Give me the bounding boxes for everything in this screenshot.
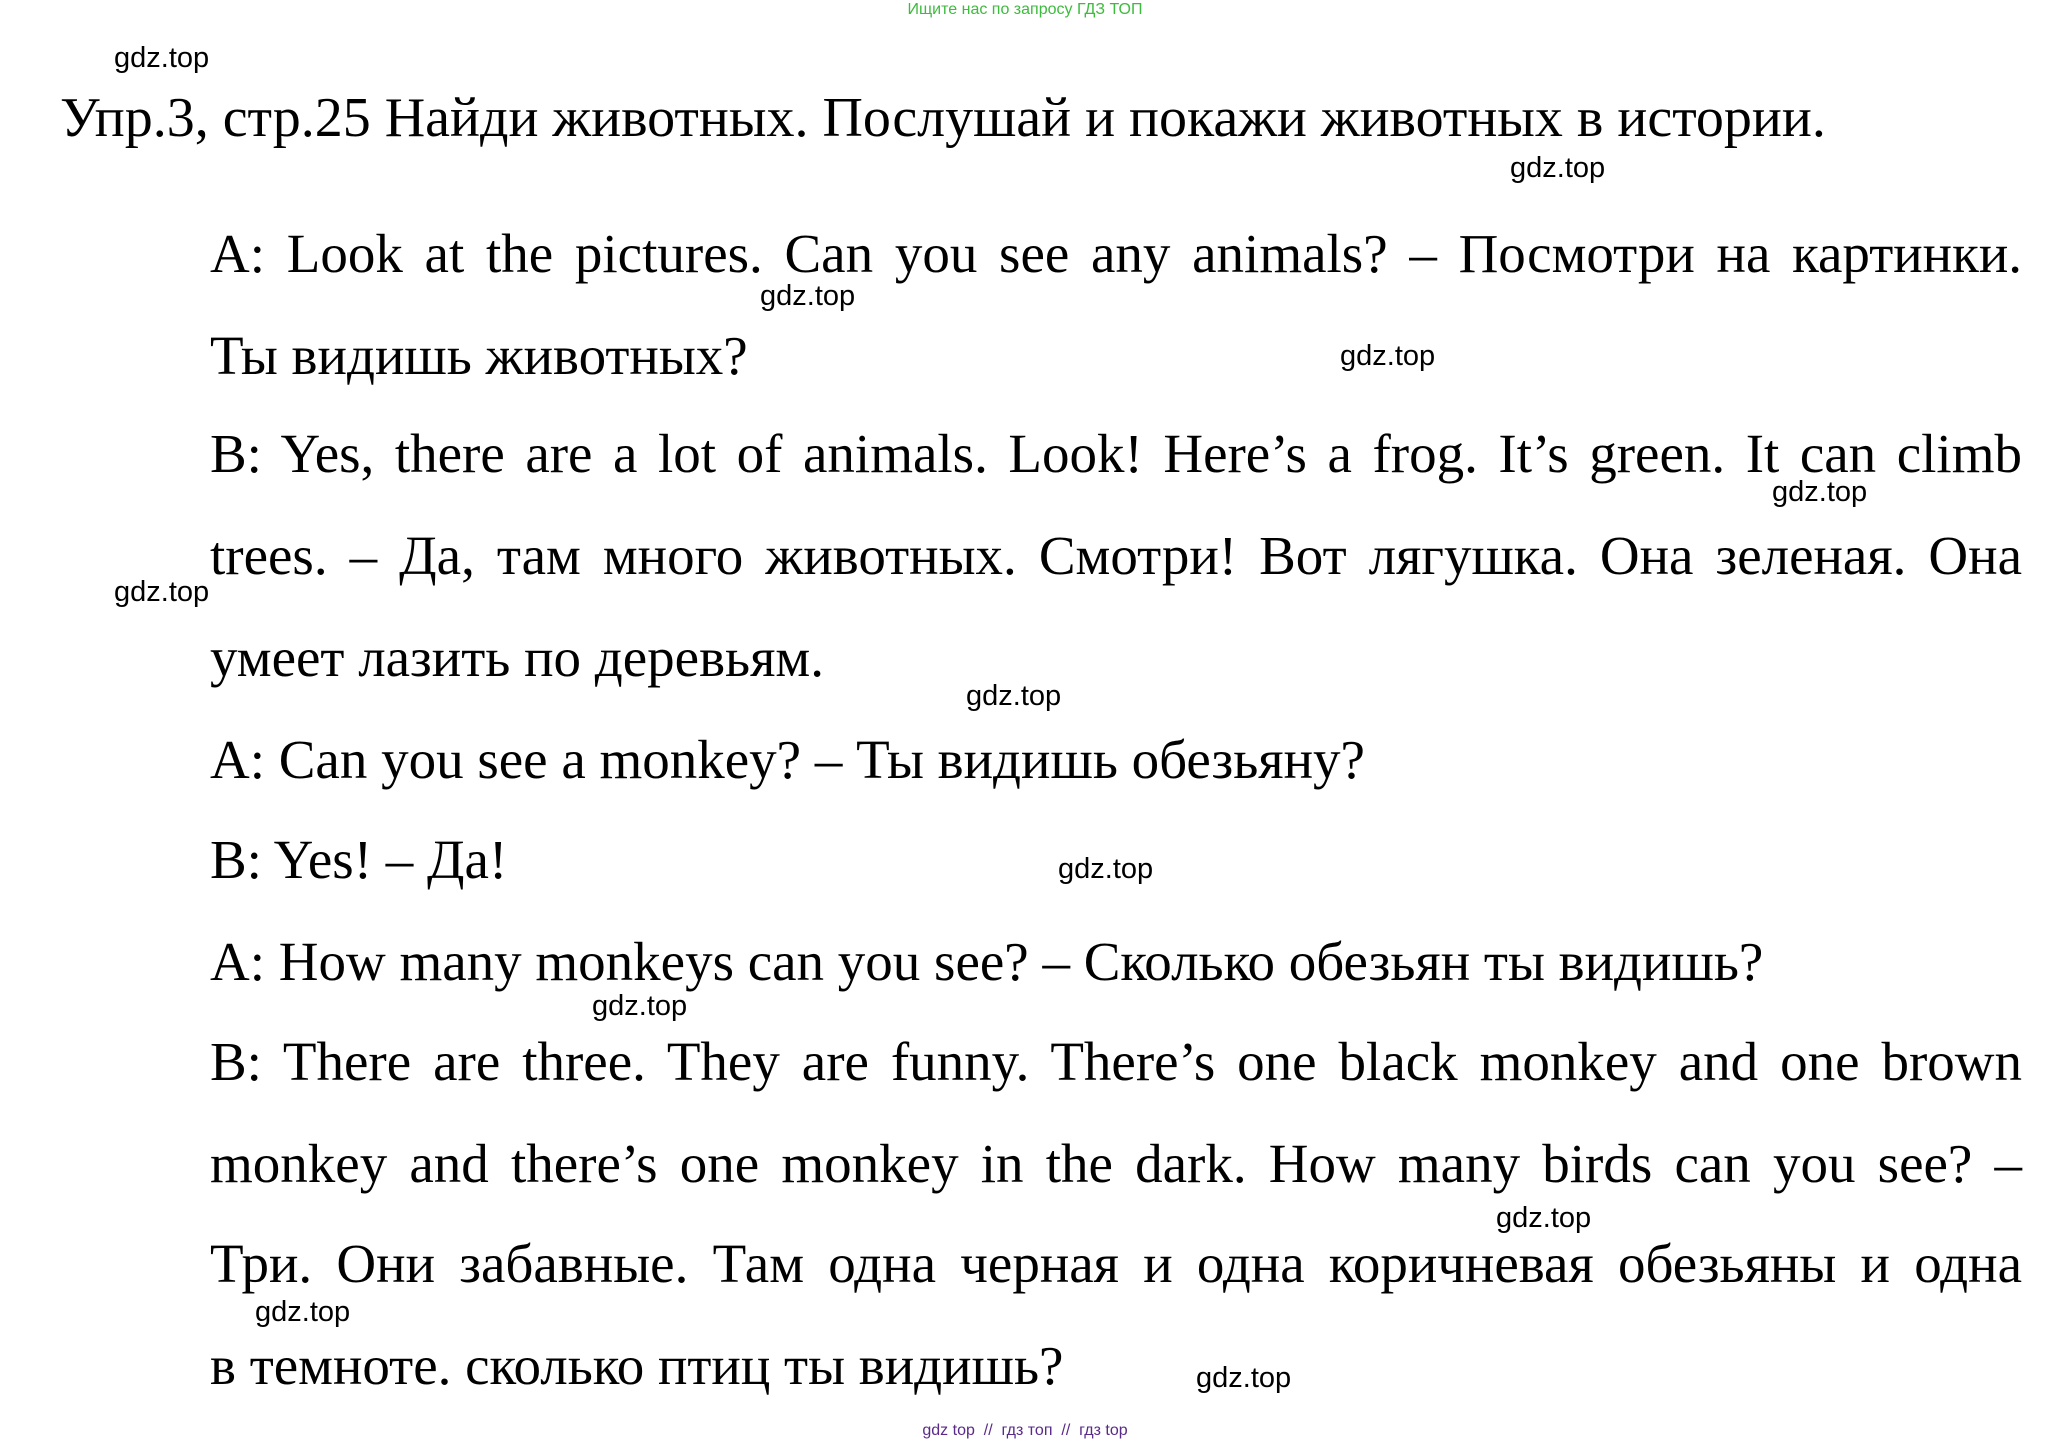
watermark: gdz.top bbox=[592, 990, 688, 1022]
top-banner[interactable]: Ищите нас по запросу ГДЗ ТОП bbox=[907, 1, 1143, 18]
watermark: gdz.top bbox=[966, 680, 1062, 712]
dialog-line-3: B: Yes, there are a lot of animals. Look! Here’s a frog. It’s green. It can climb bbox=[210, 423, 2022, 484]
watermark: gdz.top bbox=[1058, 853, 1154, 885]
watermark: gdz.top bbox=[1196, 1362, 1292, 1394]
dialog-line-2: Ты видишь животных? bbox=[210, 325, 748, 386]
dialog-line-7: B: Yes! – Да! bbox=[210, 829, 508, 890]
dialog-line-5: умеет лазить по деревьям. bbox=[210, 627, 824, 688]
watermark: gdz.top bbox=[760, 280, 856, 312]
watermark: gdz.top bbox=[255, 1296, 351, 1328]
dialog-line-4: trees. – Да, там много животных. Смотри! Вот лягушка. Она зеленая. Она bbox=[210, 525, 2022, 586]
watermark: gdz.top bbox=[1510, 152, 1606, 184]
dialog-line-12: в темноте. сколько птиц ты видишь? bbox=[210, 1335, 1064, 1396]
dialog-line-8: A: How many monkeys can you see? – Сколько обезьян ты видишь? bbox=[210, 931, 1764, 992]
dialog-line-11: Три. Они забавные. Там одна черная и одна коричневая обезьяны и одна bbox=[210, 1233, 2022, 1294]
bottom-footer[interactable]: gdz top // гдз топ // гдз top bbox=[922, 1422, 1128, 1439]
dialog-line-1: A: Look at the pictures. Can you see any animals? – Посмотри на картинки. bbox=[210, 223, 2022, 284]
watermark: gdz.top bbox=[1496, 1202, 1592, 1234]
dialog-line-9: B: There are three. They are funny. There’s one black monkey and one brown bbox=[210, 1031, 2022, 1092]
watermark: gdz.top bbox=[1340, 340, 1436, 372]
dialog-line-10: monkey and there’s one monkey in the dark. How many birds can you see? – bbox=[210, 1133, 2022, 1194]
watermark: gdz.top bbox=[114, 576, 210, 608]
watermark: gdz.top bbox=[1772, 476, 1868, 508]
exercise-title: Упр.3, стр.25 Найди животных. Послушай и покажи животных в истории. bbox=[60, 87, 1826, 149]
watermark: gdz.top bbox=[114, 42, 210, 74]
dialog-line-6: A: Can you see a monkey? – Ты видишь обезьяну? bbox=[210, 729, 1365, 790]
